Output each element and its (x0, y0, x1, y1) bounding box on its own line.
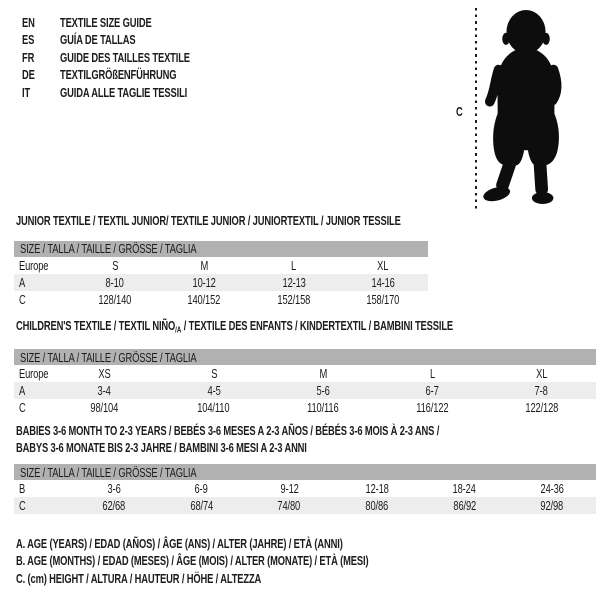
size-cell-text: S (210, 366, 217, 381)
size-cell (245, 497, 333, 514)
size-cell-text: L (291, 257, 297, 273)
size-cell (249, 257, 339, 274)
size-cell-text: L (429, 366, 435, 381)
section-junior-textile (14, 213, 428, 308)
size-cell-text: 10-12 (192, 274, 216, 290)
size-header-cell (14, 241, 428, 257)
size-header-cell (14, 349, 596, 365)
size-table-junior (14, 241, 428, 308)
size-cell (333, 497, 421, 514)
size-cell (378, 382, 487, 399)
legend-line-age-years (16, 535, 506, 552)
row-label-text: B (19, 481, 26, 496)
size-cell (378, 399, 487, 416)
language-code: ES (22, 32, 35, 48)
section-title-line (16, 318, 596, 338)
size-cell-text: 80/86 (365, 498, 389, 513)
size-cell-text: 74/80 (277, 498, 301, 513)
size-cell-text: 158/170 (366, 291, 400, 307)
table-row (14, 480, 596, 497)
size-cell (70, 291, 160, 308)
row-label-text: Europe (19, 366, 49, 381)
section-title (14, 423, 596, 456)
row-label (14, 291, 70, 308)
size-cell (159, 365, 268, 382)
row-label (14, 480, 70, 497)
size-cell (487, 382, 596, 399)
section-title-segment: / TEXTILE DES ENFANTS / KINDERTEXTIL / BAMBINI TESSILE (181, 318, 453, 333)
section-title-segment: BABYS 3-6 MONATE BIS 2-3 JAHRE / BAMBINI 3-6 MESI A 2-3 ANNI (16, 439, 307, 455)
size-cell-text: XS (98, 366, 111, 381)
section-title-text (16, 318, 453, 338)
size-cell (160, 274, 250, 291)
section-title-text (16, 213, 401, 230)
size-cell (159, 399, 268, 416)
size-cell (70, 497, 158, 514)
legend-text: C. (cm) HEIGHT / ALTURA / HAUTEUR / HÖHE / ALTEZZA (16, 570, 262, 586)
size-cell (158, 480, 246, 497)
language-row (22, 49, 240, 66)
table-row (14, 274, 428, 291)
size-cell (508, 497, 596, 514)
size-cell-text: 12-18 (365, 481, 389, 496)
size-cell (245, 480, 333, 497)
row-label-text: C (19, 498, 26, 513)
size-cell-text: 18-24 (452, 481, 477, 496)
section-title-line (16, 440, 596, 457)
section-title-segment: JUNIOR TEXTILE / TEXTIL JUNIOR/ TEXTILE JUNIOR / JUNIORTEXTIL / JUNIOR TESSILE (16, 213, 401, 228)
row-label-text: A (19, 274, 26, 290)
size-header-cell (14, 464, 596, 480)
section-title (14, 318, 596, 338)
size-cell (50, 399, 159, 416)
size-cell-text: 14-16 (371, 274, 395, 290)
section-title-line (16, 423, 596, 440)
size-header-text: SIZE / TALLA / TAILLE / GRÖSSE / TAGLIA (20, 241, 197, 256)
section-title-segment: BABIES 3-6 MONTH TO 2-3 YEARS / BEBÉS 3-6 MESES A 2-3 AÑOS / BÉBÉS 3-6 MOIS À 2-3 ANS / (16, 423, 440, 438)
size-cell (421, 480, 509, 497)
size-cell-text: 68/74 (190, 498, 213, 513)
size-cell-text: 12-13 (282, 274, 306, 290)
size-table-babies (14, 464, 596, 514)
row-label (14, 257, 70, 274)
height-label: C (456, 104, 463, 119)
size-cell (339, 274, 429, 291)
size-cell-text: 86/92 (453, 498, 476, 513)
size-cell-text: 8-10 (105, 274, 124, 290)
size-cell-text: 104/110 (197, 400, 230, 415)
size-cell-text: 110/116 (307, 400, 339, 415)
section-title-segment: CHILDREN'S TEXTILE / TEXTIL NIÑO (16, 318, 176, 333)
language-header (22, 14, 240, 101)
language-row (22, 14, 240, 31)
language-row (22, 31, 240, 48)
size-cell (249, 291, 339, 308)
size-cell (158, 497, 246, 514)
row-label-text: C (19, 400, 26, 415)
size-cell-text: 62/68 (102, 498, 126, 513)
size-cell-text: 3-4 (98, 383, 112, 398)
size-cell (487, 399, 596, 416)
size-cell (339, 291, 429, 308)
table-row (14, 399, 596, 416)
language-title: GUÍA DE TALLAS (60, 32, 136, 48)
language-row (22, 84, 240, 101)
language-code: FR (22, 49, 35, 65)
language-title: GUIDE DES TAILLES TEXTILE (60, 49, 190, 65)
section-title (14, 213, 428, 230)
size-cell (160, 257, 250, 274)
row-label-text: A (19, 383, 26, 398)
size-header-text: SIZE / TALLA / TAILLE / GRÖSSE / TAGLIA (20, 464, 197, 480)
legend (16, 535, 506, 587)
size-table-children (14, 349, 596, 416)
size-cell-text: XL (377, 257, 389, 273)
section-children-textile (14, 318, 596, 416)
size-cell-text: 24-36 (540, 481, 564, 496)
size-cell (333, 480, 421, 497)
language-code: DE (22, 67, 35, 83)
table-row (14, 497, 596, 514)
size-cell (339, 257, 429, 274)
section-title-text (16, 440, 307, 457)
size-cell-text: 122/128 (524, 400, 558, 415)
height-figure (448, 5, 583, 217)
row-label-text: Europe (19, 257, 49, 273)
size-cell (378, 365, 487, 382)
table-row (14, 257, 428, 274)
size-cell (268, 399, 377, 416)
size-cell-text: 152/158 (277, 291, 311, 307)
size-cell-text: 92/98 (540, 498, 564, 513)
size-cell (268, 382, 377, 399)
size-cell-text: 6-7 (425, 383, 439, 398)
size-cell-text: XL (535, 366, 547, 381)
size-cell-text: S (111, 257, 118, 273)
table-row (14, 291, 428, 308)
language-code: EN (22, 15, 35, 30)
size-cell (487, 365, 596, 382)
legend-text: A. AGE (YEARS) / EDAD (AÑOS) / ÂGE (ANS) / ALTER (JAHRE) / ETÀ (ANNI) (16, 536, 343, 551)
size-cell (70, 257, 160, 274)
size-cell (508, 480, 596, 497)
size-cell (50, 382, 159, 399)
row-label (14, 399, 50, 416)
size-cell (268, 365, 377, 382)
size-cell-text: 116/122 (416, 400, 449, 415)
row-label (14, 365, 50, 382)
language-code: IT (22, 84, 31, 100)
language-row (22, 66, 240, 83)
size-cell (50, 365, 159, 382)
size-cell-text: 4-5 (207, 383, 221, 398)
size-cell-text: 3-6 (107, 481, 121, 496)
height-dashed-line (475, 8, 477, 209)
row-label (14, 382, 50, 399)
language-title: GUIDA ALLE TAGLIE TESSILI (60, 84, 188, 100)
language-title: TEXTILGRÖßENFÜHRUNG (60, 67, 177, 83)
size-cell-text: 6-9 (194, 481, 209, 496)
size-header-text: SIZE / TALLA / TAILLE / GRÖSSE / TAGLIA (20, 349, 197, 365)
section-title-text (16, 423, 439, 440)
row-label-text: C (19, 291, 26, 307)
size-header-row (14, 349, 596, 365)
legend-text: B. AGE (MONTHS) / EDAD (MESES) / ÂGE (MOIS) / ALTER (MONATE) / ETÀ (MESI) (16, 553, 369, 569)
section-title-line (16, 213, 428, 230)
baby-silhouette-icon (482, 8, 572, 207)
size-cell-text: 128/140 (98, 291, 132, 307)
size-cell (70, 274, 160, 291)
size-cell-text: 7-8 (534, 383, 548, 398)
size-cell (159, 382, 268, 399)
size-cell (70, 480, 158, 497)
size-cell-text: 98/104 (90, 400, 119, 415)
size-cell (160, 291, 250, 308)
size-cell-text: 140/152 (187, 291, 221, 307)
size-cell-text: 9-12 (280, 481, 299, 496)
size-cell-text: 5-6 (316, 383, 330, 398)
language-title: TEXTILE SIZE GUIDE (60, 15, 152, 30)
size-cell-text: M (200, 257, 209, 273)
row-label (14, 497, 70, 514)
size-cell-text: M (319, 366, 327, 381)
table-row (14, 365, 596, 382)
size-header-row (14, 464, 596, 480)
legend-line-age-months (16, 552, 506, 569)
section-babies-textile (14, 423, 596, 514)
size-cell (421, 497, 509, 514)
size-cell (249, 274, 339, 291)
legend-line-height-cm (16, 570, 506, 587)
row-label (14, 274, 70, 291)
size-header-row (14, 241, 428, 257)
section-title-subscript: /A (175, 324, 182, 335)
table-row (14, 382, 596, 399)
